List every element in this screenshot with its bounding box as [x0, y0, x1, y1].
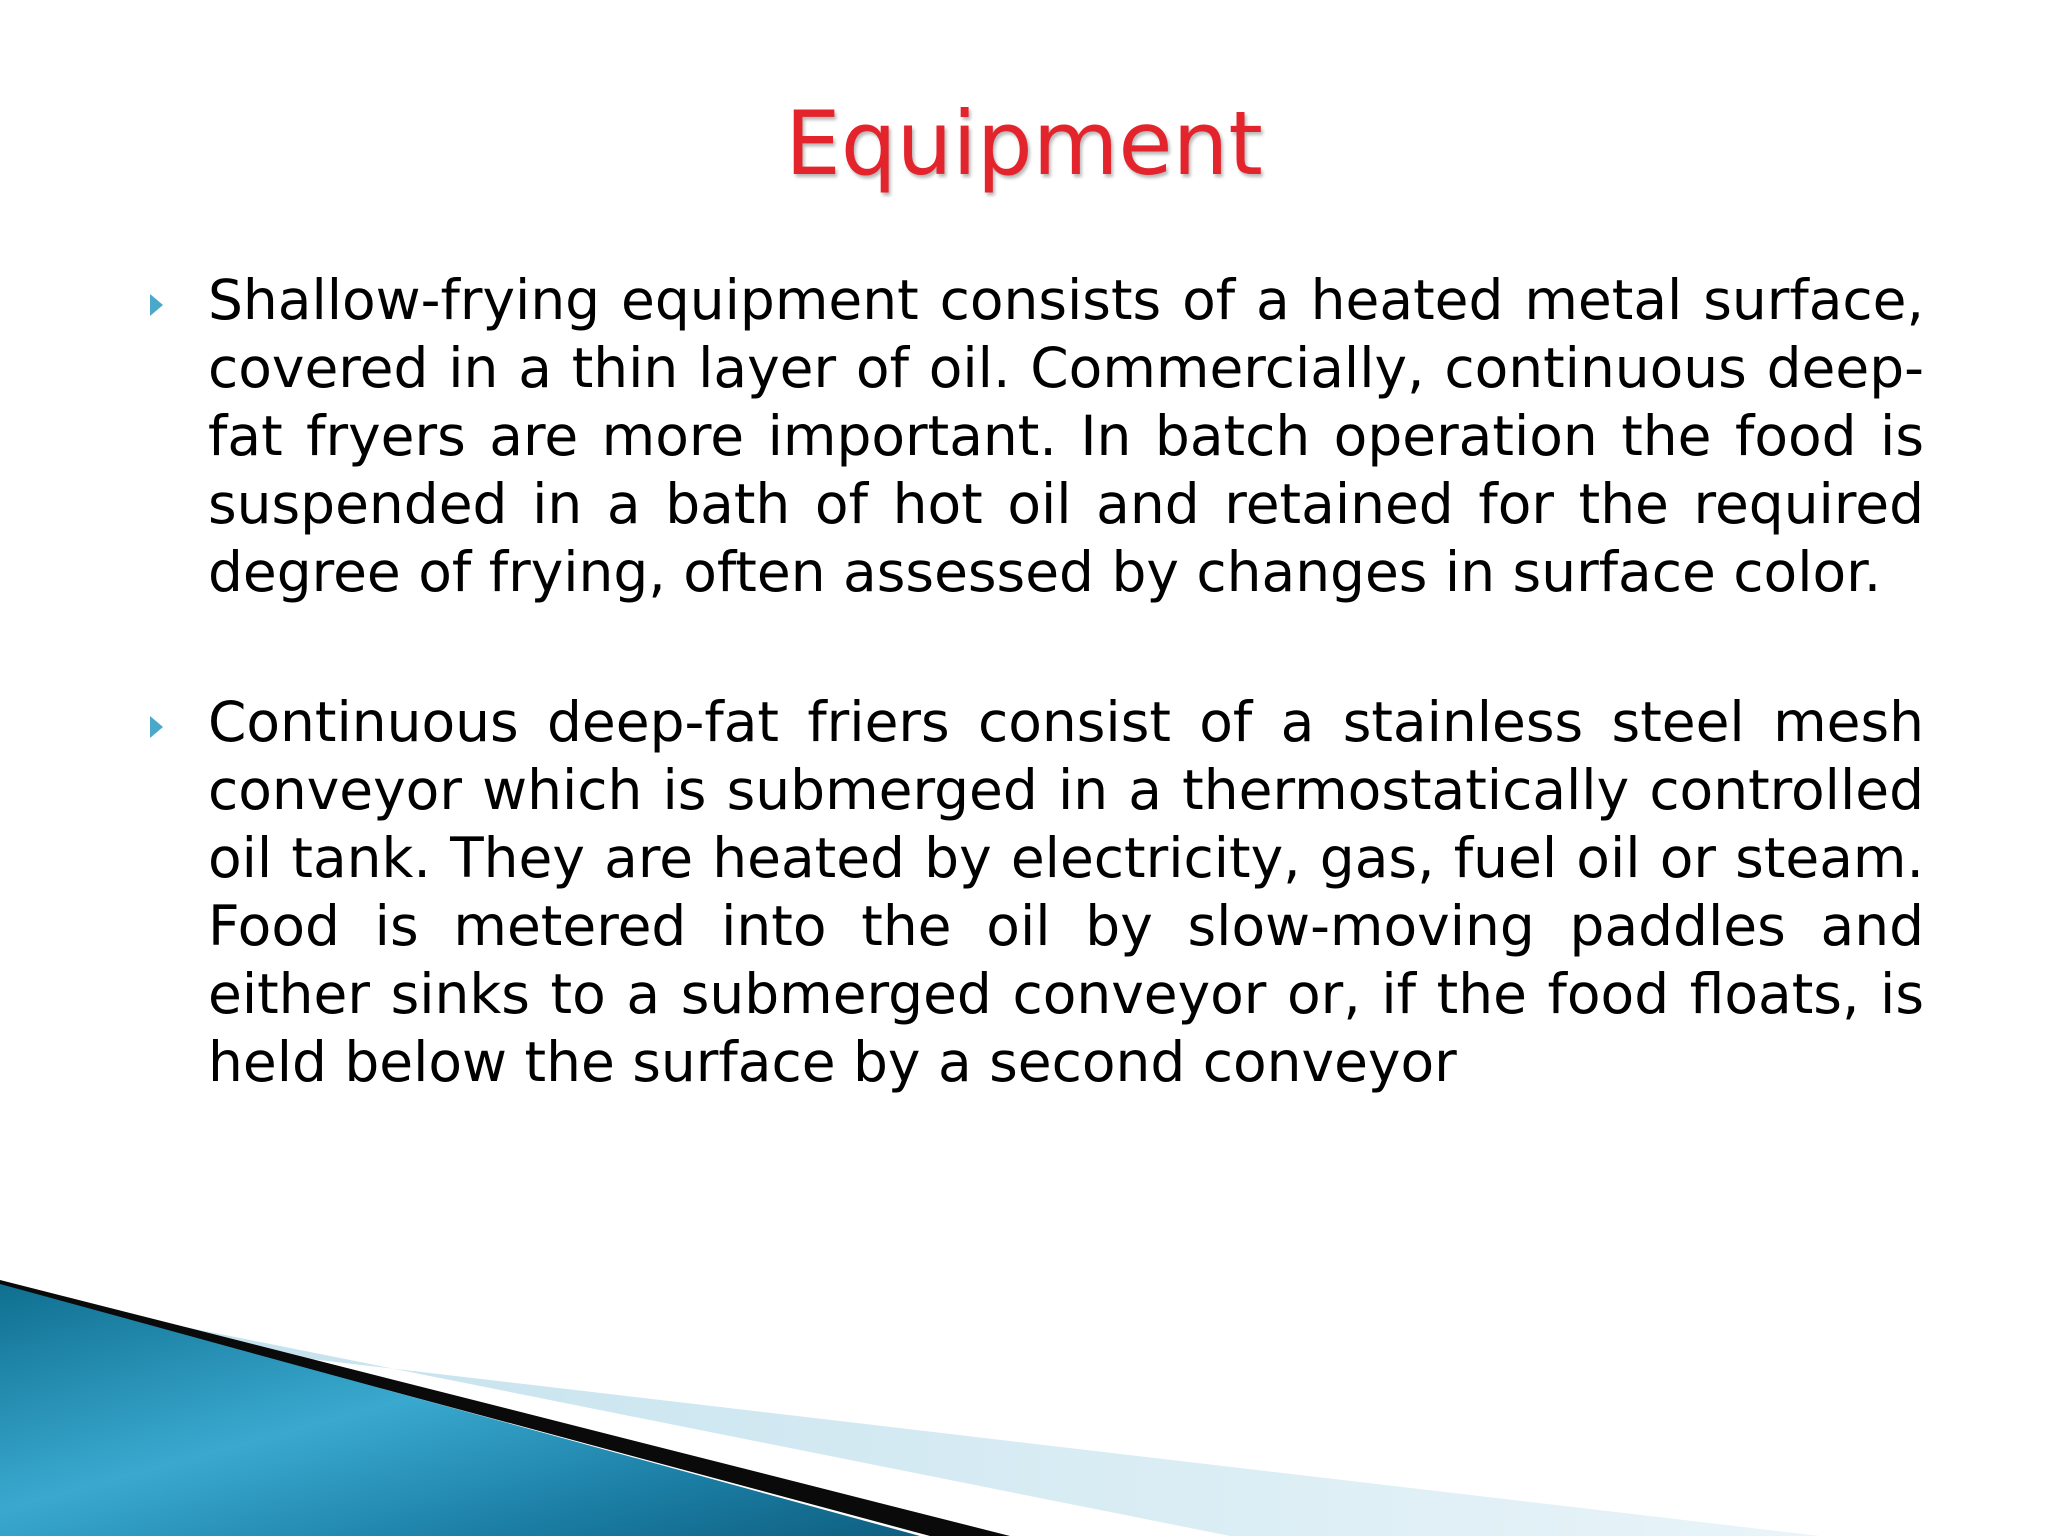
triangle-bullet-icon [150, 294, 163, 316]
slide-title: Equipment [785, 92, 1263, 195]
bullet-list [208, 266, 1924, 1178]
bullet-item [208, 266, 1924, 606]
triangle-bullet-icon [150, 716, 163, 738]
decorative-swoosh [0, 1280, 2048, 1536]
bullet-text: Shallow-frying equipment consists of a heated metal surface, covered in a thin layer of oil. Commercially, continuous deep-fat fryers are more important. In batch operation the food is suspended in a bath of hot oil and retained for the required degree of frying, often assessed by changes in surface color. [208, 268, 1924, 604]
blue-shape [0, 1284, 920, 1536]
bullet-text: Continuous deep-fat friers consist of a stainless steel mesh conveyor which is submerged in a thermostatically controlled oil tank. They are heated by electricity, gas, fuel oil or steam. Food is metered into the oil by slow-moving paddles and either sinks to a submerged conveyor or, if the food floats, is held below the surface by a second conveyor [208, 690, 1924, 1094]
bullet-item [208, 688, 1924, 1096]
